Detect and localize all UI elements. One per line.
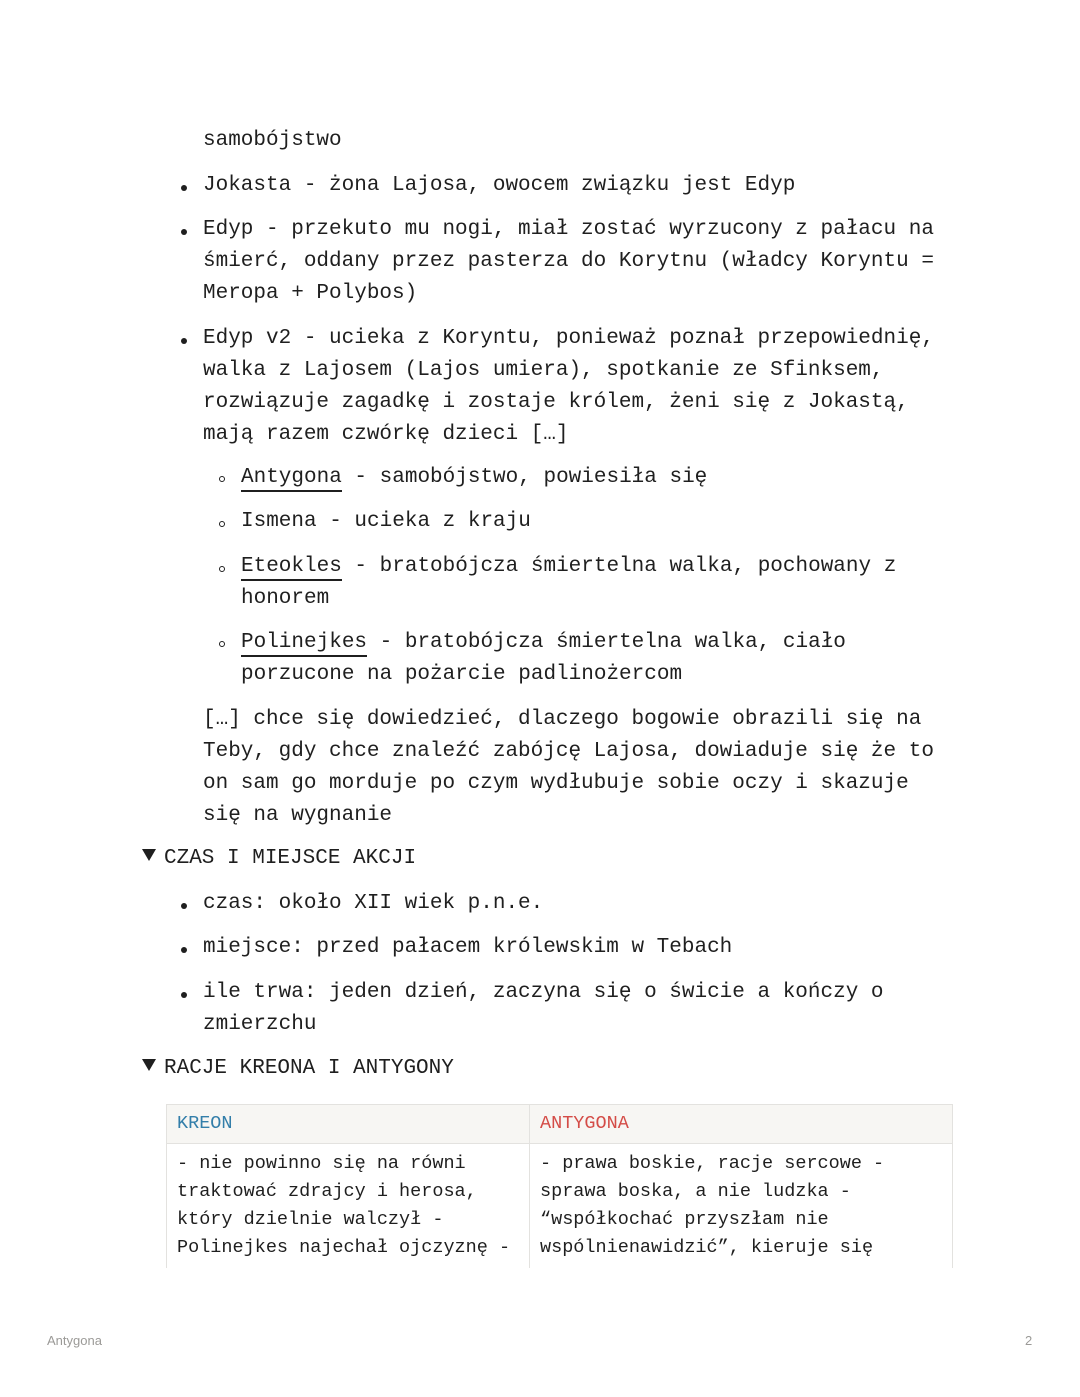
bullet-edyp-v2-line-1: Edyp v2 - ucieka z Koryntu, ponieważ poznał przepowiednię,	[203, 327, 934, 350]
time-item-czas: czas: około XII wiek p.n.e.	[203, 892, 544, 915]
cell-antygona: - prawa boskie, racje sercowe - sprawa boska, a nie ludzka - “współkochać przyszłam nie wspólnienawidzić”, kieruje się	[530, 1144, 953, 1269]
link-polinejkes[interactable]: Polinejkes	[241, 631, 367, 657]
table-header-row	[167, 1105, 953, 1144]
bullet-edyp-v2-line-4: mają razem czwórkę dzieci […]	[203, 423, 569, 446]
bullet-dot	[181, 903, 187, 909]
bullet-edyp-line-3: Meropa + Polybos)	[203, 282, 418, 305]
bullet-dot	[181, 992, 187, 998]
sub-bullet-circle	[219, 521, 225, 527]
child-polinejkes-cont: porzucone na pożarcie padlinożercom	[241, 663, 683, 686]
child-eteokles: Eteokles - bratobójcza śmiertelna walka, pochowany z	[241, 551, 896, 583]
header-antygona: ANTYGONA	[530, 1105, 953, 1144]
bullet-edyp-v2-line-3: rozwiązuje zagadkę i zostaje królem, żeni się z Jokastą,	[203, 391, 909, 414]
section-title-czas: CZAS I MIEJSCE AKCJI	[164, 847, 417, 870]
bullet-dot	[181, 947, 187, 953]
conclusion-line-2: Teby, gdy chce znaleźć zabójcę Lajosa, dowiaduje się że to	[203, 740, 934, 763]
section-title-racje: RACJE KREONA I ANTYGONY	[164, 1057, 454, 1080]
sub-bullet-circle	[219, 641, 225, 647]
conclusion-line-1: […] chce się dowiedzieć, dlaczego bogowie obrazili się na	[203, 708, 922, 731]
time-item-ile-trwa-2: zmierzchu	[203, 1013, 317, 1036]
bullet-dot	[181, 185, 187, 191]
sub-bullet-circle	[219, 566, 225, 572]
bullet-dot	[181, 338, 187, 344]
toggle-racje[interactable]	[142, 1053, 454, 1085]
conclusion-line-4: się na wygnanie	[203, 804, 393, 827]
conclusion-line-3: on sam go morduje po czym wydłubuje sobie oczy i skazuje	[203, 772, 909, 795]
child-polinejkes: Polinejkes - bratobójcza śmiertelna walka, ciało	[241, 627, 846, 659]
link-antygona[interactable]: Antygona	[241, 466, 342, 492]
page-number: 2	[1025, 1333, 1033, 1348]
header-kreon: KREON	[167, 1105, 530, 1144]
child-ismena: Ismena - ucieka z kraju	[241, 510, 531, 533]
reasons-table	[166, 1104, 953, 1268]
child-antygona: Antygona - samobójstwo, powiesiła się	[241, 462, 707, 494]
time-item-miejsce: miejsce: przed pałacem królewskim w Tebach	[203, 936, 733, 959]
table-row	[167, 1144, 953, 1269]
continued-text: samobójstwo	[203, 129, 342, 152]
toggle-triangle-icon[interactable]	[142, 1059, 156, 1071]
sub-bullet-circle	[219, 476, 225, 482]
child-eteokles-cont: honorem	[241, 587, 330, 610]
footer-title: Antygona	[47, 1333, 102, 1348]
bullet-edyp-line-2: śmierć, oddany przez pasterza do Korytnu (władcy Koryntu =	[203, 250, 934, 273]
bullet-edyp-v2-line-2: walka z Lajosem (Lajos umiera), spotkanie ze Sfinksem,	[203, 359, 884, 382]
bullet-dot	[181, 229, 187, 235]
bullet-edyp-line-1: Edyp - przekuto mu nogi, miał zostać wyrzucony z pałacu na	[203, 218, 934, 241]
toggle-czas-i-miejsce[interactable]	[142, 843, 416, 875]
time-item-ile-trwa-1: ile trwa: jeden dzień, zaczyna się o świcie a kończy o	[203, 981, 884, 1004]
bullet-jokasta: Jokasta - żona Lajosa, owocem związku jest Edyp	[203, 174, 796, 197]
toggle-triangle-icon[interactable]	[142, 849, 156, 861]
link-eteokles[interactable]: Eteokles	[241, 555, 342, 581]
cell-kreon: - nie powinno się na równi traktować zdrajcy i herosa, który dzielnie walczył - Polinejkes najechał ojczyznę -	[167, 1144, 530, 1269]
